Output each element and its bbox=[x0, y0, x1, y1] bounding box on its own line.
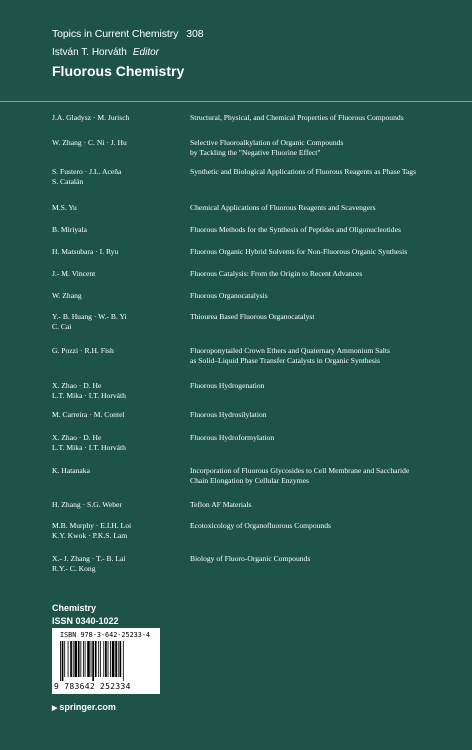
entry-title bbox=[190, 138, 452, 158]
entry-authors bbox=[52, 554, 180, 574]
issn: ISSN 0340-1022 bbox=[52, 616, 119, 626]
ean-digits: 9 783642 252334 bbox=[54, 682, 131, 691]
entry-authors bbox=[52, 410, 180, 420]
title-line: Incorporation of Fluorous Glycosides to Cell Membrane and Saccharide bbox=[190, 466, 410, 475]
author-line: S. Fustero · J.L. Aceña bbox=[52, 167, 122, 176]
barcode bbox=[52, 628, 160, 694]
author-line: X. Zhao · D. He bbox=[52, 381, 102, 390]
entry-authors bbox=[52, 138, 180, 148]
publisher bbox=[52, 702, 116, 712]
entry-authors bbox=[52, 113, 180, 123]
author-line: K. Hatanaka bbox=[52, 466, 90, 475]
title-line: Fluorous Organocatalysis bbox=[190, 291, 268, 300]
publisher-url: springer.com bbox=[59, 702, 116, 712]
entry-authors bbox=[52, 269, 180, 279]
entry-authors bbox=[52, 521, 180, 541]
author-line: L.T. Mika · I.T. Horváth bbox=[52, 391, 126, 400]
author-line: R.Y.- C. Kong bbox=[52, 564, 96, 573]
entry-title bbox=[190, 433, 452, 443]
entry-authors bbox=[52, 203, 180, 213]
entry-title bbox=[190, 167, 452, 177]
title-line: Teflon AF Materials bbox=[190, 500, 252, 509]
title-line: Ecotoxicology of Organofluorous Compounds bbox=[190, 521, 331, 530]
entry-title bbox=[190, 346, 452, 366]
title-line: Fluorous Methods for the Synthesis of Peptides and Oligonucleotides bbox=[190, 225, 401, 234]
title-line: Fluorous Hydrogenation bbox=[190, 381, 265, 390]
title-line: Fluoroponytailed Crown Ethers and Quaternary Ammonium Salts bbox=[190, 346, 390, 355]
entry-title bbox=[190, 410, 452, 420]
title-line: Chain Elongation by Cellular Enzymes bbox=[190, 476, 309, 485]
author-line: C. Cai bbox=[52, 322, 72, 331]
title-line: Biology of Fluoro-Organic Compounds bbox=[190, 554, 311, 563]
editor-role: Editor bbox=[132, 47, 159, 58]
author-line: H. Matsubara · I. Ryu bbox=[52, 247, 119, 256]
author-line: G. Pozzi · R.H. Fish bbox=[52, 346, 114, 355]
title-line: Chemical Applications of Fluorous Reagents and Scavengers bbox=[190, 203, 376, 212]
title-line: by Tackling the "Negative Fluorine Effect" bbox=[190, 148, 321, 157]
author-line: X.- J. Zhang · T.- B. Lai bbox=[52, 554, 126, 563]
entry-title bbox=[190, 466, 452, 486]
title-line: Fluorous Catalysis: From the Origin to Recent Advances bbox=[190, 269, 363, 278]
author-line: B. Miriyala bbox=[52, 225, 88, 234]
entry-authors bbox=[52, 291, 180, 301]
title-line: as Solid–Liquid Phase Transfer Catalysts in Organic Synthesis bbox=[190, 356, 380, 365]
arrow-icon: ▶ bbox=[52, 705, 58, 712]
title-line: Structural, Physical, and Chemical Properties of Fluorous Compounds bbox=[190, 113, 404, 122]
isbn-text: ISBN 978-3-642-25233-4 bbox=[60, 631, 151, 639]
author-line: L.T. Mika · I.T. Horváth bbox=[52, 443, 126, 452]
entry-title bbox=[190, 113, 452, 123]
barcode-bars bbox=[58, 641, 154, 681]
editor-name: István T. Horváth bbox=[52, 47, 127, 58]
title-line: Fluorous Organic Hybrid Solvents for Non-Fluorous Organic Synthesis bbox=[190, 247, 408, 256]
author-line: M. Carreira · M. Contel bbox=[52, 410, 125, 419]
entry-authors bbox=[52, 247, 180, 257]
author-line: X. Zhao · D. He bbox=[52, 433, 102, 442]
author-line: J.- M. Vincent bbox=[52, 269, 96, 278]
author-line: Y.- B. Huang · W.- B. Yi bbox=[52, 312, 127, 321]
entry-authors bbox=[52, 466, 180, 476]
entry-title bbox=[190, 554, 452, 564]
entry-title bbox=[190, 500, 452, 510]
book-title: Fluorous Chemistry bbox=[52, 63, 185, 79]
entry-title bbox=[190, 291, 452, 301]
entry-authors bbox=[52, 500, 180, 510]
entry-title bbox=[190, 269, 452, 279]
title-line: Fluorous Hydroformylation bbox=[190, 433, 275, 442]
author-line: W. Zhang · C. Ni · J. Hu bbox=[52, 138, 127, 147]
entry-title bbox=[190, 521, 452, 531]
entry-title bbox=[190, 247, 452, 257]
subject-label: Chemistry bbox=[52, 603, 97, 613]
series-volume: 308 bbox=[186, 28, 204, 40]
author-line: M.B. Murphy · E.I.H. Loi bbox=[52, 521, 132, 530]
entry-title bbox=[190, 312, 452, 322]
author-line: J.A. Gladysz · M. Jurisch bbox=[52, 113, 130, 122]
series-line bbox=[52, 28, 204, 40]
title-line: Synthetic and Biological Applications of Fluorous Reagents as Phase Tags bbox=[190, 167, 417, 176]
title-line: Selective Fluoroalkylation of Organic Compounds bbox=[190, 138, 344, 147]
divider bbox=[0, 101, 472, 102]
title-line: Thiourea Based Fluorous Organocatalyst bbox=[190, 312, 315, 321]
entry-title bbox=[190, 225, 452, 235]
author-line: W. Zhang bbox=[52, 291, 82, 300]
entry-authors bbox=[52, 167, 180, 187]
title-line: Fluorous Hydrosilylation bbox=[190, 410, 267, 419]
entry-title bbox=[190, 381, 452, 391]
author-line: S. Catalán bbox=[52, 177, 84, 186]
series-name: Topics in Current Chemistry bbox=[52, 28, 179, 40]
entry-authors bbox=[52, 433, 180, 453]
editor-line bbox=[52, 47, 159, 58]
entry-authors bbox=[52, 346, 180, 356]
entry-title bbox=[190, 203, 452, 213]
entry-authors bbox=[52, 225, 180, 235]
author-line: H. Zhang · S.G. Weber bbox=[52, 500, 122, 509]
author-line: K.Y. Kwok · P.K.S. Lam bbox=[52, 531, 128, 540]
entry-authors bbox=[52, 312, 180, 332]
entry-authors bbox=[52, 381, 180, 401]
author-line: M.S. Yu bbox=[52, 203, 77, 212]
